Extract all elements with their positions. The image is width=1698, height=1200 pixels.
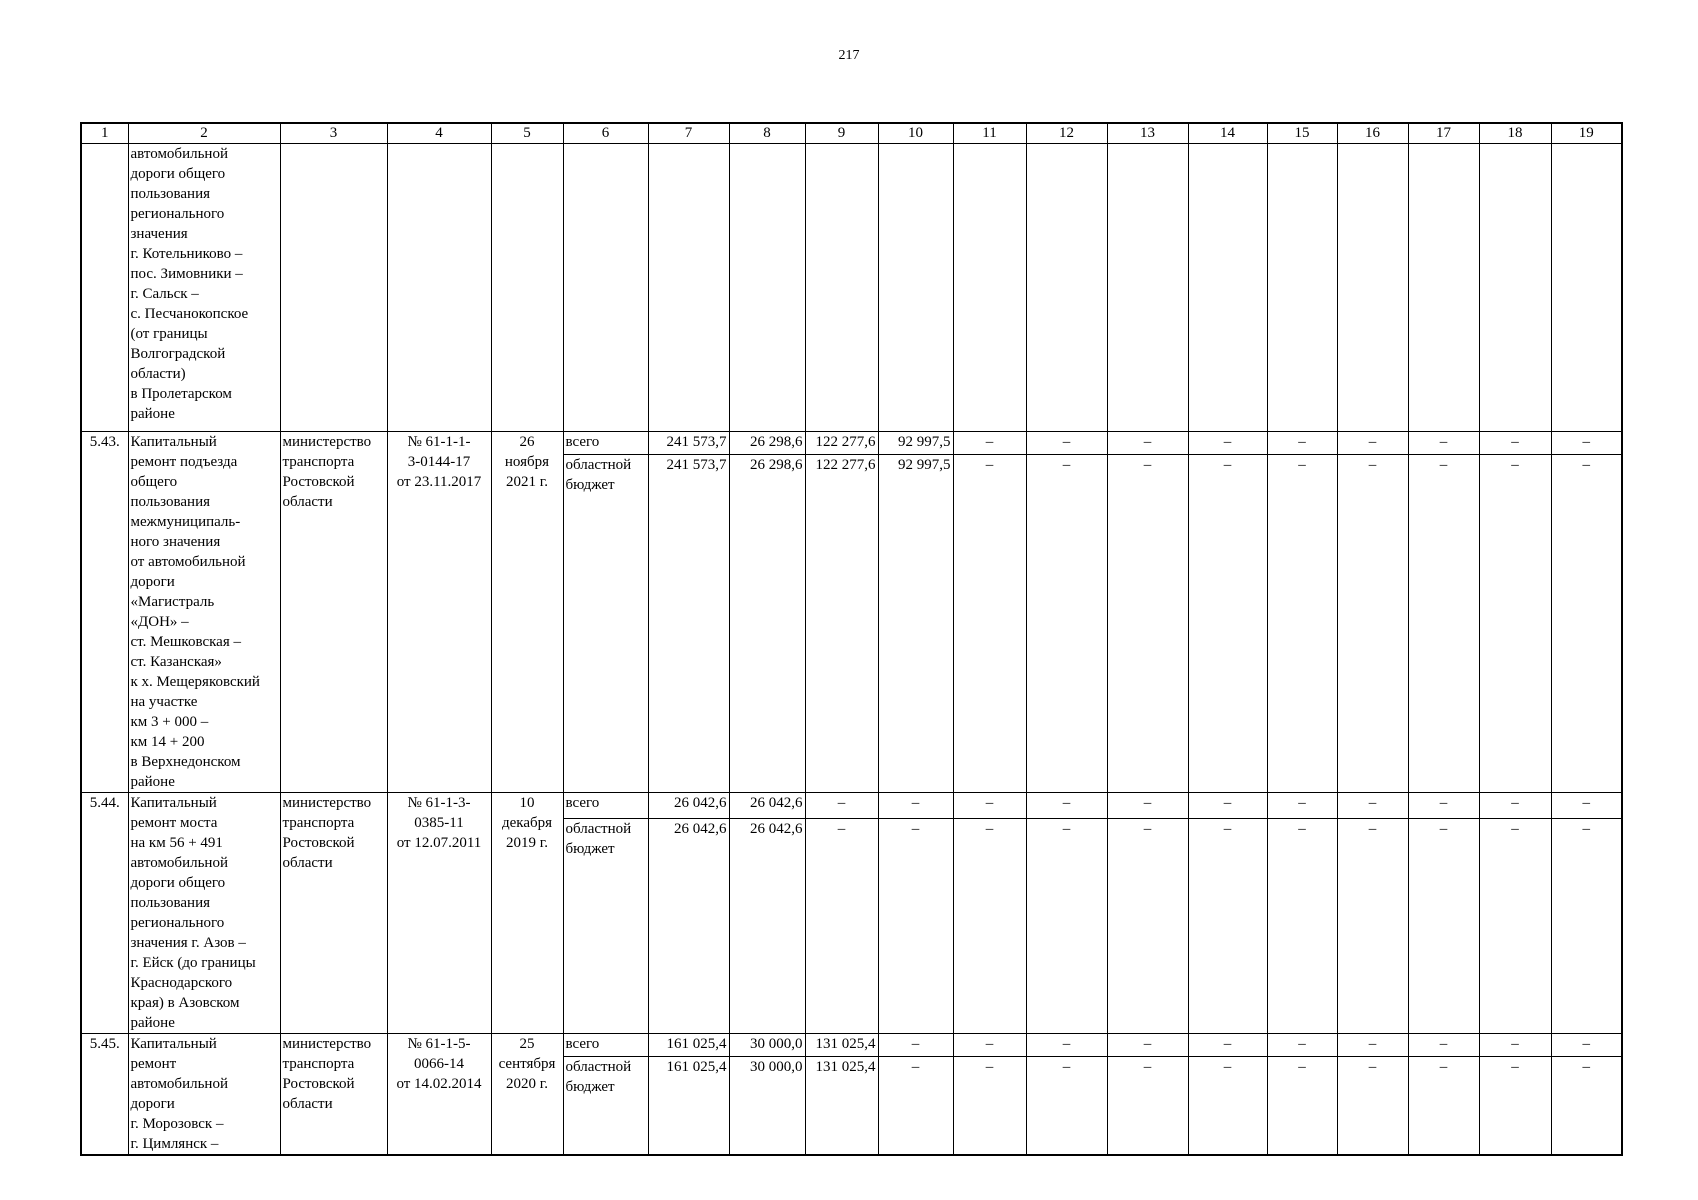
continuation-row [81, 144, 1622, 432]
project-name-continued: автомобильной дороги общего пользования регионального значения г. Котельниково – пос. Зимовники – г. Сальск – с. Песчанокопское (от границы Волгоградской области) в Пролетарском районе [128, 144, 280, 432]
amount-cell: – [1408, 793, 1479, 819]
amount-cell: – [953, 818, 1026, 1033]
amount-cell: – [1188, 1056, 1267, 1155]
amount-cell: 161 025,4 [648, 1056, 729, 1155]
column-number-17: 17 [1408, 123, 1479, 144]
amount-cell: – [1551, 818, 1622, 1033]
funding-source: всего [563, 1034, 648, 1057]
amount-cell: – [1107, 1034, 1188, 1057]
column-number-row [81, 123, 1622, 144]
amount-cell: – [953, 793, 1026, 819]
amount-cell: – [1026, 455, 1107, 793]
amount-cell: – [1408, 432, 1479, 455]
funding-source: областной бюджет [563, 818, 648, 1033]
table-row [81, 432, 1622, 455]
amount-cell: – [1188, 793, 1267, 819]
column-number-2: 2 [128, 123, 280, 144]
amount-cell: – [805, 818, 878, 1033]
amount-cell: – [1267, 818, 1337, 1033]
column-number-18: 18 [1479, 123, 1551, 144]
column-number-12: 12 [1026, 123, 1107, 144]
amount-cell: – [953, 432, 1026, 455]
column-number-13: 13 [1107, 123, 1188, 144]
column-number-3: 3 [280, 123, 387, 144]
amount-cell: – [1267, 1034, 1337, 1057]
amount-cell: – [1267, 793, 1337, 819]
column-number-10: 10 [878, 123, 953, 144]
amount-cell: – [1479, 455, 1551, 793]
amount-cell: – [1267, 1056, 1337, 1155]
column-number-11: 11 [953, 123, 1026, 144]
amount-cell: – [1026, 1056, 1107, 1155]
amount-cell: – [1551, 432, 1622, 455]
amount-cell: – [1188, 818, 1267, 1033]
amount-cell: – [1408, 1034, 1479, 1057]
column-number-6: 6 [563, 123, 648, 144]
amount-cell: 161 025,4 [648, 1034, 729, 1057]
amount-cell: – [1337, 818, 1408, 1033]
amount-cell: – [1551, 1056, 1622, 1155]
amount-cell: – [805, 793, 878, 819]
project-document: № 61-1-5- 0066-14 от 14.02.2014 [387, 1034, 491, 1156]
amount-cell: 26 298,6 [729, 455, 805, 793]
amount-cell: 122 277,6 [805, 455, 878, 793]
amount-cell: – [1479, 432, 1551, 455]
amount-cell: – [953, 1056, 1026, 1155]
amount-cell: – [1026, 432, 1107, 455]
amount-cell: – [1408, 455, 1479, 793]
amount-cell: – [878, 1056, 953, 1155]
project-name: Капитальный ремонт моста на км 56 + 491 автомобильной дороги общего пользования регионального значения г. Азов – г. Ейск (до границы Краснодарского края) в Азовском районе [128, 793, 280, 1034]
amount-cell: – [1188, 455, 1267, 793]
amount-cell: – [1107, 432, 1188, 455]
amount-cell: 26 042,6 [648, 793, 729, 819]
column-number-7: 7 [648, 123, 729, 144]
project-name: Капитальный ремонт автомобильной дороги г. Морозовск – г. Цимлянск – [128, 1034, 280, 1156]
amount-cell: – [1479, 793, 1551, 819]
column-number-8: 8 [729, 123, 805, 144]
project-document: № 61-1-3- 0385-11 от 12.07.2011 [387, 793, 491, 1034]
amount-cell: – [1107, 455, 1188, 793]
amount-cell: 30 000,0 [729, 1056, 805, 1155]
amount-cell: – [1026, 793, 1107, 819]
column-number-9: 9 [805, 123, 878, 144]
amount-cell: – [1408, 818, 1479, 1033]
amount-cell: – [1107, 818, 1188, 1033]
column-number-5: 5 [491, 123, 563, 144]
project-date: 26 ноября 2021 г. [491, 432, 563, 793]
amount-cell: – [1479, 818, 1551, 1033]
amount-cell: 241 573,7 [648, 455, 729, 793]
amount-cell: – [878, 793, 953, 819]
column-number-14: 14 [1188, 123, 1267, 144]
amount-cell: – [1267, 432, 1337, 455]
amount-cell: – [1479, 1034, 1551, 1057]
amount-cell: – [1408, 1056, 1479, 1155]
amount-cell: – [878, 1034, 953, 1057]
funding-source: областной бюджет [563, 455, 648, 793]
column-number-19: 19 [1551, 123, 1622, 144]
amount-cell: 241 573,7 [648, 432, 729, 455]
amount-cell: 131 025,4 [805, 1034, 878, 1057]
project-date: 10 декабря 2019 г. [491, 793, 563, 1034]
amount-cell: – [1551, 1034, 1622, 1057]
amount-cell: 122 277,6 [805, 432, 878, 455]
amount-cell: – [1188, 432, 1267, 455]
amount-cell: – [1026, 818, 1107, 1033]
project-customer: министерство транспорта Ростовской области [280, 793, 387, 1034]
table-row [81, 1034, 1622, 1057]
amount-cell: – [953, 1034, 1026, 1057]
amount-cell: – [1107, 1056, 1188, 1155]
amount-cell: – [1026, 1034, 1107, 1057]
cell-num [81, 144, 128, 432]
amount-cell: – [1337, 1034, 1408, 1057]
amount-cell: 26 298,6 [729, 432, 805, 455]
amount-cell: 30 000,0 [729, 1034, 805, 1057]
budget-table [80, 122, 1623, 1156]
amount-cell: – [1337, 793, 1408, 819]
amount-cell: 26 042,6 [729, 818, 805, 1033]
amount-cell: – [953, 455, 1026, 793]
column-number-15: 15 [1267, 123, 1337, 144]
project-number: 5.43. [81, 432, 128, 793]
funding-source: всего [563, 793, 648, 819]
column-number-16: 16 [1337, 123, 1408, 144]
project-number: 5.44. [81, 793, 128, 1034]
column-number-1: 1 [81, 123, 128, 144]
amount-cell: – [1337, 1056, 1408, 1155]
project-number: 5.45. [81, 1034, 128, 1156]
funding-source: областной бюджет [563, 1056, 648, 1155]
amount-cell: 92 997,5 [878, 455, 953, 793]
amount-cell: – [1267, 455, 1337, 793]
project-document: № 61-1-1- 3-0144-17 от 23.11.2017 [387, 432, 491, 793]
amount-cell: – [1188, 1034, 1267, 1057]
project-date: 25 сентября 2020 г. [491, 1034, 563, 1156]
amount-cell: – [878, 818, 953, 1033]
amount-cell: – [1107, 793, 1188, 819]
amount-cell: – [1551, 455, 1622, 793]
page-number: 217 [838, 48, 860, 63]
amount-cell: – [1551, 793, 1622, 819]
project-name: Капитальный ремонт подъезда общего пользования межмуниципаль- ного значения от автомобильной дороги «Магистраль «ДОН» – ст. Мешковская – ст. Казанская» к х. Мещеряковский на участке км 3 + 000 – км 14 + 200 в Верхнедонском районе [128, 432, 280, 793]
table-row [81, 793, 1622, 819]
column-number-4: 4 [387, 123, 491, 144]
amount-cell: 92 997,5 [878, 432, 953, 455]
amount-cell: 26 042,6 [648, 818, 729, 1033]
project-customer: министерство транспорта Ростовской области [280, 1034, 387, 1156]
funding-source: всего [563, 432, 648, 455]
amount-cell: 26 042,6 [729, 793, 805, 819]
amount-cell: 131 025,4 [805, 1056, 878, 1155]
amount-cell: – [1479, 1056, 1551, 1155]
project-customer: министерство транспорта Ростовской области [280, 432, 387, 793]
amount-cell: – [1337, 455, 1408, 793]
amount-cell: – [1337, 432, 1408, 455]
